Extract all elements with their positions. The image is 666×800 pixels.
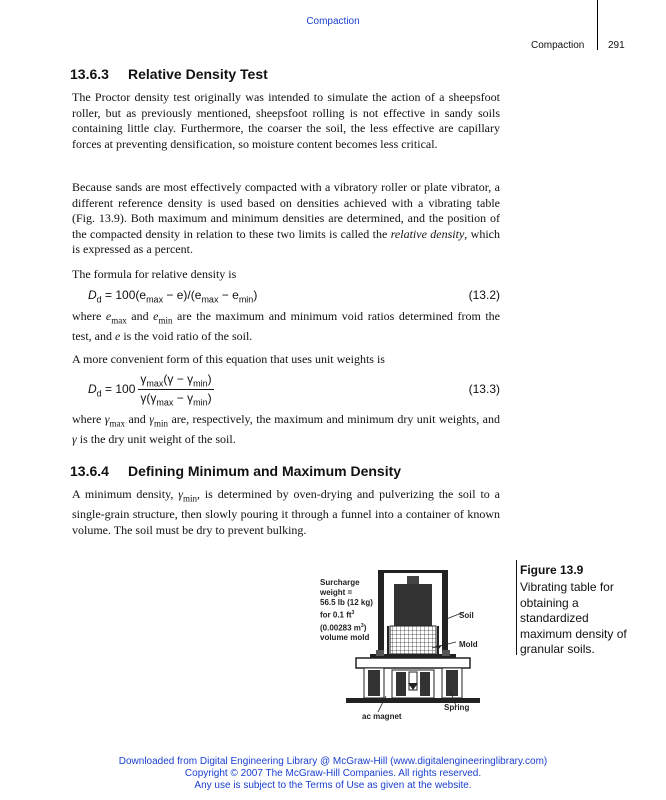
term-relative-density: relative density [390,226,465,241]
eq-sub: min [238,294,254,305]
text-run: , is determined by oven-drying and pulverizing the soil to a single-grain structure, then slowly pouring it through a funnel into a container of known volume. The soil must be dry to prevent bulking. [72,487,500,537]
equation-number: (13.2) [468,288,500,302]
spring-left [368,670,380,696]
var-e: e [105,309,112,323]
running-head: Compaction [531,40,585,51]
spring-right [446,670,458,696]
eq-sub: max [146,378,164,389]
sub-min: min [182,493,197,504]
eq-sub: max [146,294,164,305]
eq-text: γ(γ [140,391,157,406]
figure-caption-text: Vibrating table for obtaining a standardized maximum density of granular soils. [520,580,627,656]
text-run: is the dry unit weight of the soil. [76,431,236,446]
paragraph-min-density [72,487,500,538]
eq-text: − γ [173,391,194,406]
sub-min: min [153,418,168,429]
guide-rod-left [378,570,384,654]
var-gamma: γ [178,487,183,501]
eq-text: = 100(e [101,288,147,302]
eq-sub: min [193,397,208,408]
paragraph-sands [72,180,500,258]
paragraph-unit-weights-intro: A more convenient form of this equation that uses unit weights is [72,352,385,366]
label-spring: Spring [444,703,470,712]
eq-sub: d [96,294,102,305]
eq-symbol: D [88,288,97,302]
label-surcharge [320,578,373,643]
equation-13-2 [88,288,500,304]
equation-number: (13.3) [468,382,500,396]
fraction-numerator [138,372,213,390]
label-line [320,621,373,634]
fraction-denominator [138,390,213,407]
section-title: Relative Density Test [128,66,268,82]
equation-fraction [138,372,213,408]
text-run: where [72,412,105,426]
paragraph-proctor: The Proctor density test originally was intended to simulate the action of a sheepsfoot roller, but as previously mentioned, sheepsfoot rolling is not effective in sandy soils containing little clay. Furthermore, the coarser the soil, the less effective are capillary forces at preventing densification, so moisture content becomes less critical. [72,90,500,151]
page-number: 291 [608,40,625,51]
label-line [320,608,373,621]
equation-body [88,288,258,305]
eq-sub: min [193,378,208,389]
var-gamma: γ [72,431,77,446]
label-text: ) [363,623,367,633]
eq-sub: max [201,294,219,305]
text-run: are the maximum and minimum void ratios determined from the test, and [72,309,500,343]
eq-text: (γ − γ [163,372,194,386]
section-number: 13.6.4 [70,463,109,479]
text-run: where [72,309,106,323]
eq-text: ) [207,391,212,406]
eq-text: ) [207,372,212,386]
section-heading-13-6-3 [70,66,268,82]
label-sup: 3 [360,622,364,629]
text-run: , which is expressed as a percent. [72,226,501,257]
magnet-coil [420,672,430,696]
paragraph-gamma-def [72,412,500,448]
footer-copyright: Copyright © 2007 The McGraw-Hill Companies. All rights reserved. [184,768,482,779]
equation-lhs [88,382,135,398]
caption-rule [516,560,517,655]
eq-sub: d [96,388,102,399]
section-title: Defining Minimum and Maximum Density [128,463,402,479]
figure-caption-title: Figure 13.9 [520,563,584,577]
text-run: and [125,412,150,426]
label-soil: Soil [459,611,474,620]
eq-symbol: D [88,381,97,396]
header-rule [597,0,598,50]
vibrating-table [356,658,470,668]
label-text: (0.00283 m [320,623,361,633]
sub-min: min [158,315,173,326]
magnet-coil [396,672,406,696]
var-gamma: γ [104,412,110,426]
soil-in-mold [390,626,436,654]
sub-max: max [111,315,127,326]
eq-text: γ [140,372,147,386]
label-line: volume mold [320,633,370,643]
text-run: are, respectively, the maximum and minimum dry unit weights, and [168,412,500,426]
text-run: is the void ratio of the soil. [120,328,253,343]
label-line: Surcharge [320,578,360,587]
var-gamma: γ [149,412,154,426]
paragraph-formula-intro: The formula for relative density is [72,267,237,281]
eq-text: ) [253,288,258,302]
chapter-link[interactable]: Compaction [306,16,360,27]
text-run: Because sands are most effectively compacted with a vibratory roller or plate vibrator, a different reference density is used based on densities achieved with a vibrating table (Fig. 13.9). Both maximum and minimum densities are determined, and the position of the compacted density in relation to these two limits is called the [72,180,500,241]
paragraph-void-ratios [72,309,500,345]
footer-terms[interactable]: Any use is subject to the Terms of Use as given at the website. [194,780,472,791]
var-e: e [153,309,159,323]
label-ac-magnet: ac magnet [362,712,402,721]
label-sup: 3 [351,610,355,616]
weight-handle [407,576,419,584]
eq-text: − e)/(e [163,288,202,302]
guide-rod-right [442,570,448,654]
var-e: e [115,328,121,343]
label-mold: Mold [459,640,478,649]
frame-top [378,570,448,573]
surcharge-weight [394,584,432,626]
sub-max: max [109,418,126,429]
clamp [376,650,384,656]
label-line: weight = [320,588,353,597]
equation-13-3 [88,372,500,410]
label-text: for 0.1 ft [320,610,352,620]
section-heading-13-6-4 [70,463,401,479]
footer-download-link[interactable]: Downloaded from Digital Engineering Library @ McGraw-Hill (www.digitalengineeringlibrary.com) [118,756,548,767]
eq-text: = 100 [101,381,136,396]
text-run: and [126,309,154,323]
label-line: 56.5 lb (12 kg) [320,598,373,607]
section-number: 13.6.3 [70,66,109,82]
text-run: A minimum density, [72,487,179,501]
clamp [442,650,450,656]
eq-text: − e [218,288,239,302]
eq-sub: max [156,397,174,408]
